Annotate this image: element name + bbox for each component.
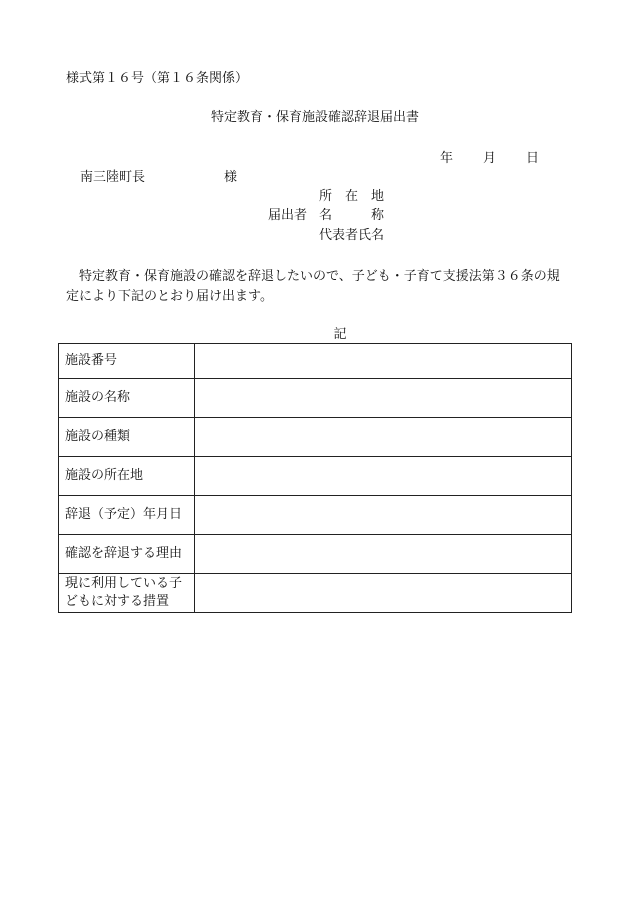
table-row (59, 418, 572, 457)
form-table (58, 343, 572, 613)
form-number: 様式第１６号（第１６条関係） (66, 71, 249, 86)
row-value-facility-name[interactable] (195, 379, 572, 418)
table-row (59, 344, 572, 379)
table-row (59, 379, 572, 418)
row-value-withdrawal-reason[interactable] (195, 535, 572, 574)
row-label-child-measures: 現に利用している子どもに対する措置 (59, 574, 195, 613)
row-value-child-measures[interactable] (195, 574, 572, 613)
row-value-facility-number[interactable] (195, 344, 572, 379)
row-label-facility-address: 施設の所在地 (59, 457, 195, 496)
row-label-facility-name: 施設の名称 (59, 379, 195, 418)
table-row (59, 535, 572, 574)
applicant-address-label: 所 在 地 (319, 189, 385, 204)
date-year-label: 年 (440, 151, 454, 166)
table-row (59, 574, 572, 613)
date-day-label: 日 (526, 151, 540, 166)
applicant-name-label: 名 称 (319, 208, 385, 223)
row-label-facility-type: 施設の種類 (59, 418, 195, 457)
addressee-name: 南三陸町長 (80, 170, 146, 185)
row-value-facility-type[interactable] (195, 418, 572, 457)
table-row (59, 496, 572, 535)
row-label-facility-number: 施設番号 (59, 344, 195, 379)
ki-label: 記 (333, 327, 347, 342)
date-month-label: 月 (483, 151, 497, 166)
row-label-withdrawal-date: 辞退（予定）年月日 (59, 496, 195, 535)
body-text: 特定教育・保育施設の確認を辞退したいので、子ども・子育て支援法第３６条の規定により下記のとおり届け出ます。 (66, 269, 560, 304)
addressee-suffix: 様 (224, 170, 238, 185)
date-line (440, 151, 539, 167)
document-title: 特定教育・保育施設確認辞退届出書 (210, 110, 419, 125)
applicant-label: 届出者 (268, 208, 308, 223)
row-value-facility-address[interactable] (195, 457, 572, 496)
row-label-withdrawal-reason: 確認を辞退する理由 (59, 535, 195, 574)
table-row (59, 457, 572, 496)
row-value-withdrawal-date[interactable] (195, 496, 572, 535)
applicant-representative-label: 代表者氏名 (319, 228, 385, 243)
